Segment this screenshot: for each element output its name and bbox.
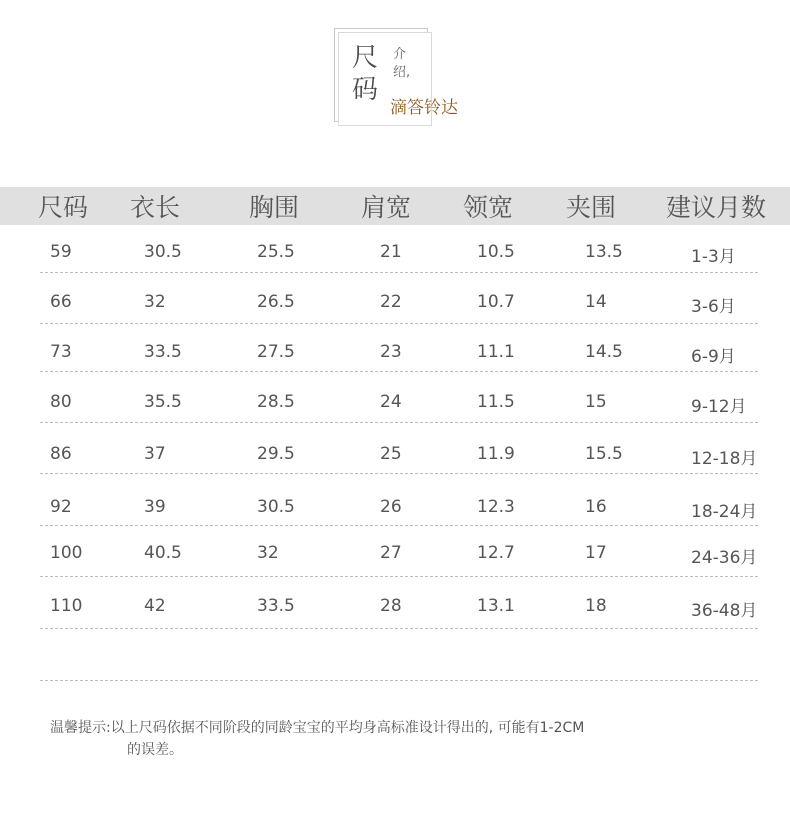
table-cell: 18 xyxy=(585,596,607,616)
table-cell: 12.7 xyxy=(477,543,515,563)
table-cell: 39 xyxy=(144,497,166,517)
table-cell: 37 xyxy=(144,444,166,464)
table-cell: 40.5 xyxy=(144,543,182,563)
table-cell: 59 xyxy=(50,242,72,262)
table-cell: 36-48月 xyxy=(691,601,758,621)
table-cell: 33.5 xyxy=(144,342,182,362)
note-line-2: 的误差。 xyxy=(127,742,183,758)
table-cell: 42 xyxy=(144,596,166,616)
table-cell: 27 xyxy=(380,543,402,563)
table-cell: 22 xyxy=(380,292,402,312)
table-cell: 29.5 xyxy=(257,444,295,464)
title-char-1: 尺 xyxy=(352,43,379,73)
bottom-divider xyxy=(40,680,758,681)
table-cell: 33.5 xyxy=(257,596,295,616)
row-divider xyxy=(40,422,758,423)
header-armhole: 夹围 xyxy=(566,193,617,222)
table-cell: 24 xyxy=(380,392,402,412)
table-cell: 11.1 xyxy=(477,342,515,362)
table-cell: 80 xyxy=(50,392,72,412)
table-cell: 25.5 xyxy=(257,242,295,262)
table-cell: 14 xyxy=(585,292,607,312)
table-cell: 16 xyxy=(585,497,607,517)
title-char-2: 码 xyxy=(352,75,379,105)
header-age: 建议月数 xyxy=(666,193,767,222)
row-divider xyxy=(40,525,758,526)
table-cell: 26.5 xyxy=(257,292,295,312)
table-cell: 30.5 xyxy=(257,497,295,517)
table-cell: 26 xyxy=(380,497,402,517)
brand-name: 滴答铃达 xyxy=(390,98,458,118)
table-cell: 17 xyxy=(585,543,607,563)
table-cell: 18-24月 xyxy=(691,502,758,522)
table-cell: 13.1 xyxy=(477,596,515,616)
table-cell: 1-3月 xyxy=(691,247,736,267)
row-divider xyxy=(40,371,758,372)
row-divider xyxy=(40,628,758,629)
table-cell: 12-18月 xyxy=(691,449,758,469)
table-cell: 24-36月 xyxy=(691,548,758,568)
table-cell: 100 xyxy=(50,543,83,563)
table-cell: 92 xyxy=(50,497,72,517)
row-divider xyxy=(40,272,758,273)
table-cell: 86 xyxy=(50,444,72,464)
table-cell: 30.5 xyxy=(144,242,182,262)
header-shoulder: 肩宽 xyxy=(361,193,412,222)
table-cell: 32 xyxy=(257,543,279,563)
title-small-1: 介 xyxy=(393,47,407,62)
row-divider xyxy=(40,576,758,577)
header-chest: 胸围 xyxy=(249,193,300,222)
table-cell: 14.5 xyxy=(585,342,623,362)
note-line-1: 温馨提示:以上尺码依据不同阶段的同龄宝宝的平均身高标准设计得出的, 可能有1-2CM xyxy=(50,720,585,736)
table-cell: 10.7 xyxy=(477,292,515,312)
table-cell: 21 xyxy=(380,242,402,262)
table-cell: 10.5 xyxy=(477,242,515,262)
table-cell: 3-6月 xyxy=(691,297,736,317)
header-length: 衣长 xyxy=(130,193,181,222)
table-cell: 73 xyxy=(50,342,72,362)
table-cell: 32 xyxy=(144,292,166,312)
table-cell: 25 xyxy=(380,444,402,464)
table-cell: 9-12月 xyxy=(691,397,747,417)
row-divider xyxy=(40,323,758,324)
title-small-2: 绍, xyxy=(393,65,411,80)
table-cell: 28.5 xyxy=(257,392,295,412)
table-cell: 27.5 xyxy=(257,342,295,362)
table-cell: 13.5 xyxy=(585,242,623,262)
row-divider xyxy=(40,473,758,474)
table-cell: 66 xyxy=(50,292,72,312)
table-cell: 12.3 xyxy=(477,497,515,517)
table-cell: 11.5 xyxy=(477,392,515,412)
size-note xyxy=(50,717,584,761)
table-cell: 23 xyxy=(380,342,402,362)
table-cell: 28 xyxy=(380,596,402,616)
table-cell: 15.5 xyxy=(585,444,623,464)
table-cell: 11.9 xyxy=(477,444,515,464)
table-header xyxy=(0,187,790,225)
header-size: 尺码 xyxy=(38,193,89,222)
table-cell: 35.5 xyxy=(144,392,182,412)
table-cell: 6-9月 xyxy=(691,347,736,367)
table-cell: 110 xyxy=(50,596,83,616)
table-cell: 15 xyxy=(585,392,607,412)
header-collar: 领宽 xyxy=(463,193,514,222)
